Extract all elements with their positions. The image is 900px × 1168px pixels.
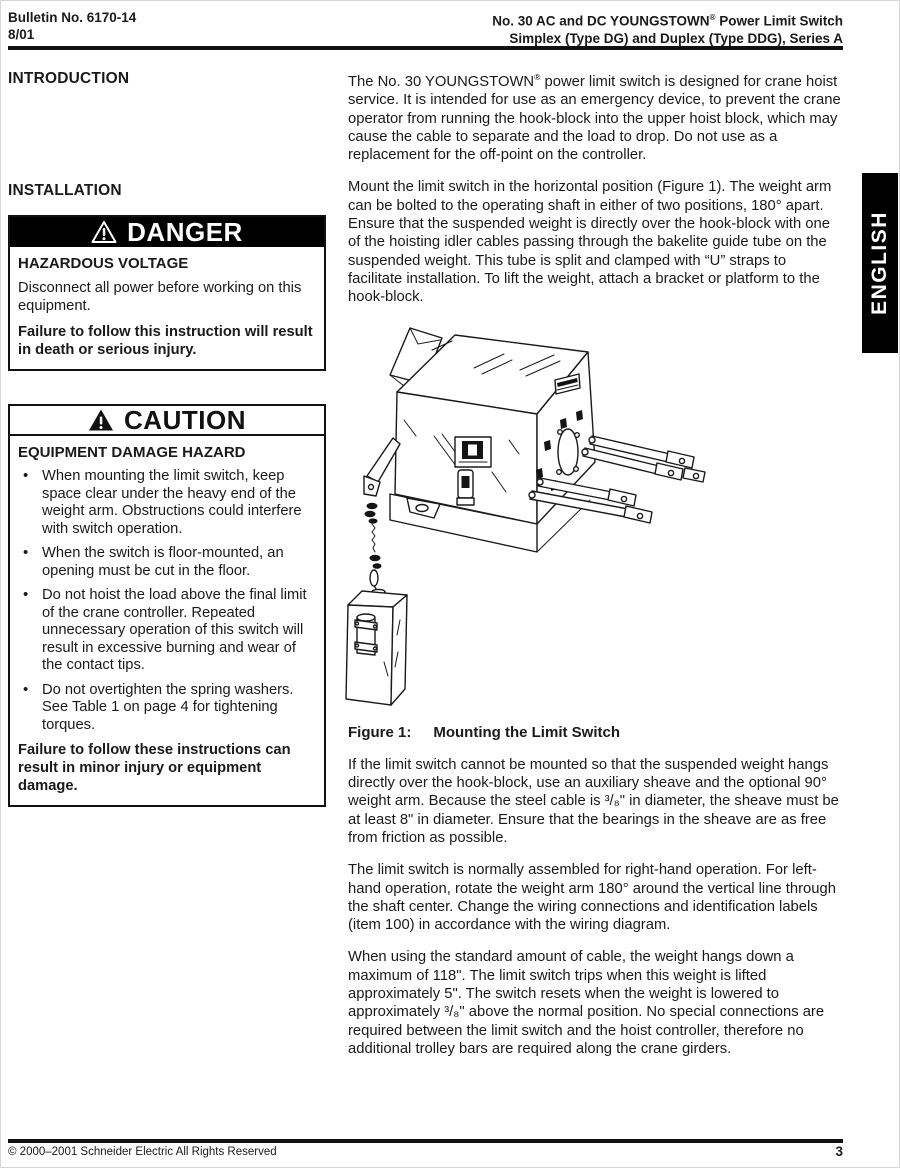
language-tab-english — [862, 173, 898, 353]
figure-1-caption — [348, 724, 842, 742]
paragraph-mounting: Mount the limit switch in the horizontal position (Figure 1). The weight arm can be bolted to the operating shaft in either of two positions, 180° apart. Ensure that the suspended weight is directly over the hook-block with one of the hoisting idler cables passing through the bakelite guide tube on the suspended weight. This tube is split and clamped with “U” straps to facilitate installation. To lift the weight, attach a bracket or platform to the hook-block. — [348, 179, 832, 306]
caution-header-bar — [10, 406, 324, 436]
registered-trademark: ® — [534, 72, 541, 82]
danger-box — [8, 215, 326, 371]
paragraph-introduction: The No. 30 YOUNGSTOWN® power limit switch is designed for crane hoist service. It is intended for use as an emergency device, to prevent the crane operator from running the hook-block into the upper hoist block, which may cause the cable to separate and the load to drop. Do not use as a replacement for the off-point on the controller. — [348, 72, 841, 164]
section-heading-introduction: INTRODUCTION — [8, 70, 130, 87]
danger-instruction: Disconnect all power before working on this equipment. — [18, 280, 302, 314]
caution-title: CAUTION — [124, 404, 246, 435]
caution-bullet: • Do not hoist the load above the final limit of the crane controller. Repeated unnecessary operation of this switch will result in excessive burning and wear of the contact tips. — [18, 587, 316, 675]
caution-bullet: • When mounting the limit switch, keep space clear under the heavy end of the weight arm. Obstructions could interfere with switch operation. — [18, 468, 316, 538]
paragraph-cable-length: When using the standard amount of cable, the weight hangs down a maximum of 118". The limit switch trips when this weight is lifted approximately 5". The switch resets when the weight is lowered to approximately ³/₈" above the normal position. No special connections are required between the limit switch and the hoist controller, therefore no additional trolley bars are required along the crane girders. — [348, 949, 825, 1057]
document-title-line1: No. 30 AC and DC YOUNGSTOWN® Power Limit Switch — [492, 13, 843, 29]
paragraph-hand-operation: The limit switch is normally assembled for right-hand operation. For left-hand operation, rotate the weight arm 180° around the vertical line through the shaft center. Change the wiring connections and identification labels (item 100) in accordance with the wiring diagram. — [348, 862, 836, 934]
danger-hazard-title: HAZARDOUS VOLTAGE — [18, 255, 189, 272]
warning-triangle-icon — [91, 220, 117, 244]
header-left — [8, 9, 136, 43]
caution-hazard-title: EQUIPMENT DAMAGE HAZARD — [18, 444, 246, 461]
caution-consequence: Failure to follow these instructions can result in minor injury or equipment damage. — [18, 742, 291, 794]
bulletin-number: Bulletin No. 6170-14 — [8, 10, 137, 25]
left-column — [8, 70, 326, 807]
figure-1-drawing — [344, 320, 842, 718]
registered-trademark: ® — [709, 13, 716, 22]
paragraph-auxiliary-sheave: If the limit switch cannot be mounted so that the suspended weight hangs directly over the hook-block, use an auxiliary sheave and the optional 90° weight arm. Because the steel cable is ³/₈" in diameter, the sheave must be at least 8" in diameter. Ensure that the bearings in the sheave are as free from friction as possible. — [348, 756, 839, 846]
caution-body — [10, 436, 324, 805]
caution-bullet: • Do not overtighten the spring washers. See Table 1 on page 4 for tightening torques. — [18, 682, 316, 735]
section-heading-installation: INSTALLATION — [8, 182, 122, 199]
page-number: 3 — [835, 1144, 843, 1159]
danger-title: DANGER — [127, 216, 243, 247]
caution-box — [8, 404, 326, 807]
limit-switch-illustration — [344, 320, 824, 718]
caution-bullet-list — [18, 468, 316, 734]
figure-caption-text: Mounting the Limit Switch — [433, 724, 620, 742]
header-rule — [8, 46, 843, 50]
right-column — [348, 68, 842, 1072]
copyright-notice: © 2000–2001 Schneider Electric All Rights Reserved — [8, 1146, 277, 1158]
warning-triangle-icon — [88, 408, 114, 432]
footer-rule — [8, 1139, 843, 1143]
danger-consequence: Failure to follow this instruction will result in death or serious injury. — [18, 324, 313, 358]
bulletin-date: 8/01 — [8, 27, 35, 42]
language-tab-label: ENGLISH — [868, 211, 891, 315]
figure-caption-label: Figure 1: — [348, 724, 412, 742]
document-title-line2: Simplex (Type DG) and Duplex (Type DDG), Series A — [509, 30, 843, 46]
danger-body — [10, 247, 324, 369]
danger-header-bar — [10, 217, 324, 247]
header-right — [492, 9, 843, 47]
caution-bullet: • When the switch is floor-mounted, an opening must be cut in the floor. — [18, 545, 316, 580]
